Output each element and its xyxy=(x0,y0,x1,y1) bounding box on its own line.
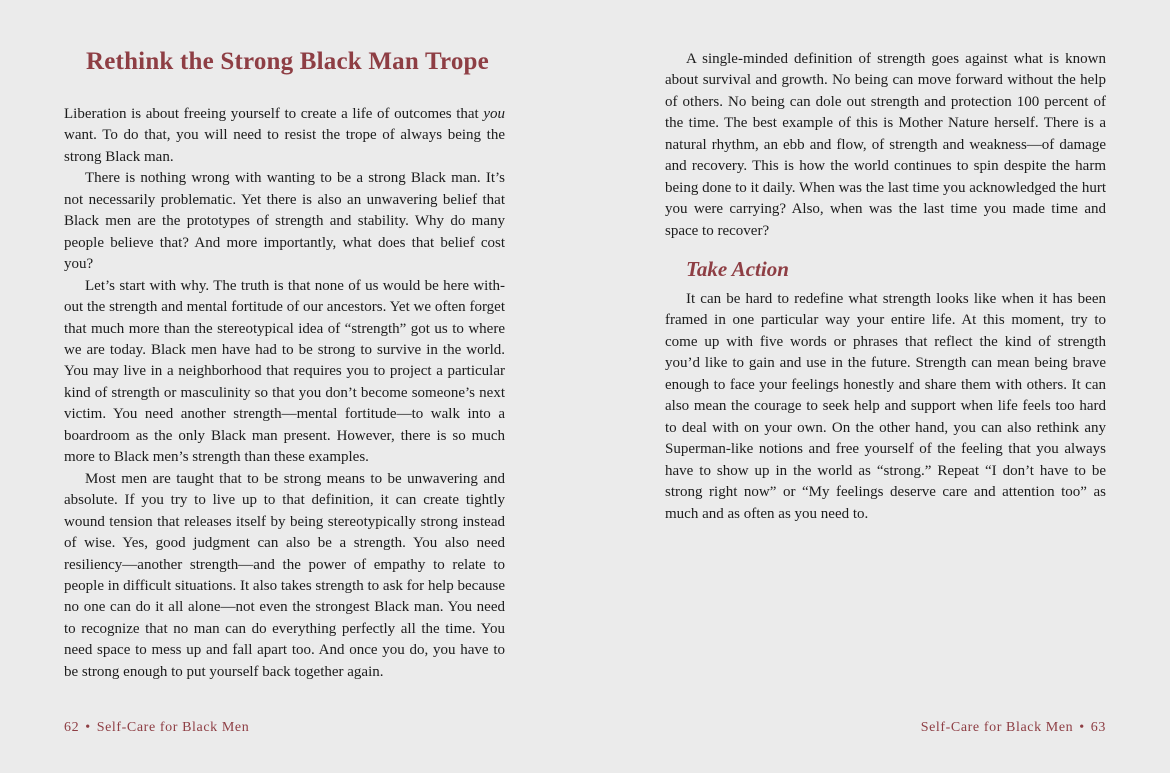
section-subheading: Take Action xyxy=(686,257,789,281)
emphasis-text: you xyxy=(483,106,505,122)
paragraph: There is nothing wrong with wanting to be a strong Black man. It’s not necessarily problematic. Yet there is also an unwavering belief that Black men are the prototypes of strength and stability. Why do many people believe that? And more importantly, what does that belief cost you? xyxy=(64,170,505,273)
page-number: 63 xyxy=(1090,720,1106,735)
left-page-footer xyxy=(64,720,249,736)
paragraph-text: Liberation is about freeing yourself to create a life of outcomes that xyxy=(64,106,484,122)
right-page-footer xyxy=(921,720,1106,736)
paragraph: It can be hard to redefine what strength looks like when it has been framed in one particular way your entire life. At this moment, try to come up with five words or phrases that reflect the kind of strength you’d like to gain and use in the future. Strength can mean being brave enough to face your feelings honestly and share them with others. It can also mean the courage to seek help and support when life feels too hard to deal with on your own. On the other hand, you can also rethink any Superman-like notions and free yourself of the feeling that you always have to show up in the world as “strong.” Repeat “I don’t have to be strong right now” or “My feelings deserve care and attention too” as much and as often as you need to. xyxy=(665,291,1106,522)
left-body-text xyxy=(64,104,505,683)
right-page xyxy=(585,0,1170,773)
footer-separator: • xyxy=(85,720,91,735)
footer-separator: • xyxy=(1079,720,1085,735)
running-title: Self-Care for Black Men xyxy=(96,720,250,735)
page-number: 62 xyxy=(64,720,80,735)
paragraph xyxy=(64,104,505,168)
right-body-text-top xyxy=(665,49,1106,242)
running-title: Self-Care for Black Men xyxy=(920,720,1074,735)
chapter-heading: Rethink the Strong Black Man Trope xyxy=(86,48,489,75)
paragraph: A single-minded definition of strength goes against what is known about survival and growth. No being can move forward without the help of others. No being can dole out strength and protection 100 percent of the time. The best example of this is Mother Nature herself. There is a natural rhythm, an ebb and flow, of strength and weakness—of damage and recovery. This is how the world continues to spin despite the harm being done to it daily. When was the last time you acknowledged the hurt you were carrying? Also, when was the last time you made time and space to recover? xyxy=(665,51,1106,239)
paragraph: Let’s start with why. The truth is that none of us would be here without the strength and mental fortitude of our ancestors. Yet we often forget that much more than the stereotypical idea of “strength” got us to where we are today. Black men have had to be strong to survive in the world. You may live in a neighborhood that requires you to project a particular kind of strength or masculinity so that you don’t become someone’s next victim. You need another strength—mental fortitude—to walk into a boardroom as the only Black man present. However, there is so much more to Black men’s strength than these examples. xyxy=(64,277,505,466)
paragraph: Most men are taught that to be strong means to be unwavering and absolute. If you try to live up to that definition, it can create tightly wound tension that releases itself by being stereotypically strong instead of wise. Yes, good judgment can also be a strength. You also need resiliency—another strength—and the power of empathy to relate to people in difficult situations. It also takes strength to ask for help because no one can do it all alone—not even the strongest Black man. You need to recognize that no man can do everything perfectly all the time. You need space to mess up and fall apart too. And once you do, you have to be strong enough to put yourself back together again. xyxy=(64,470,505,680)
paragraph-text: want. To do that, you will need to resist the trope of always being the strong Black man. xyxy=(64,127,505,165)
right-body-text-action xyxy=(665,289,1106,525)
